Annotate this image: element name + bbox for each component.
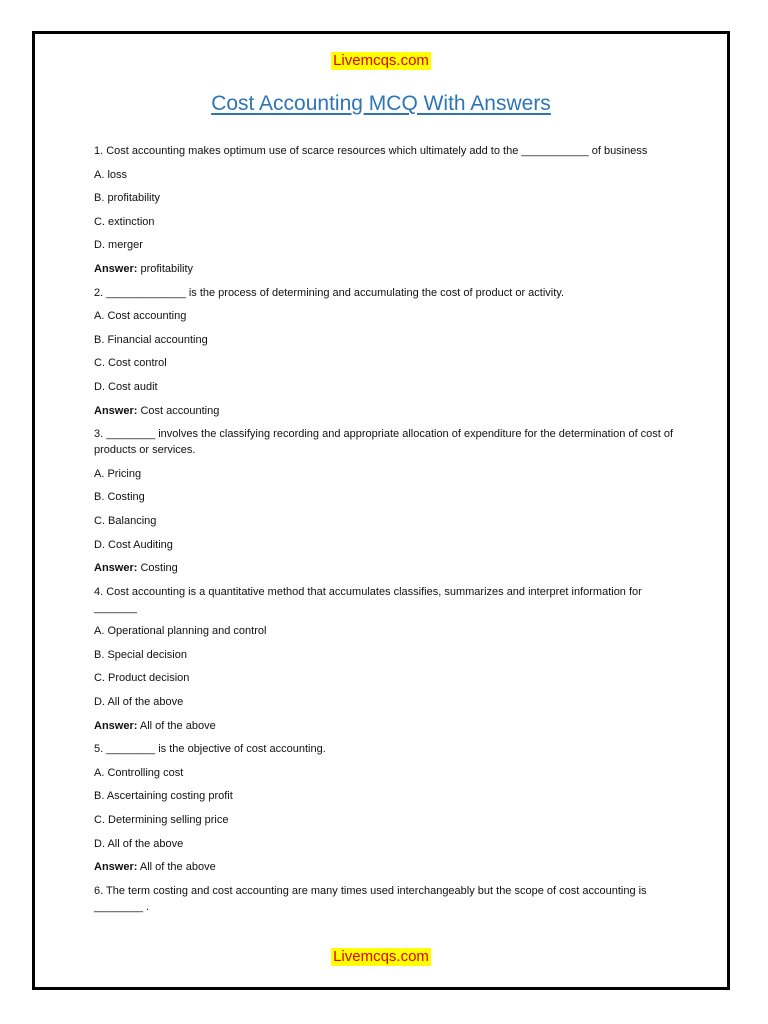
answer-option: C. Cost control: [94, 357, 167, 370]
answer-line: [94, 261, 684, 277]
answer-option: B. Financial accounting: [94, 333, 208, 346]
site-name-footer: Livemcqs.com: [333, 948, 429, 965]
answer-option: D. Cost Auditing: [94, 538, 173, 551]
answer-value: All of the above: [139, 719, 216, 732]
answer-line: [94, 718, 684, 734]
answer-option: A. Pricing: [94, 467, 142, 480]
question-text: 1. Cost accounting makes optimum use of scarce resources which ultimately add to the ___________ of business: [94, 145, 648, 157]
answer-option: B. Costing: [94, 491, 145, 504]
answer-value: Costing: [140, 562, 178, 575]
answer-option: B. Ascertaining costing profit: [94, 790, 233, 803]
question-text: 6. The term costing and cost accounting are many times used interchangeably but the scope of cost accounting is ________ .: [94, 884, 647, 913]
answer-option: C. Product decision: [94, 672, 190, 685]
answer-option: C. Balancing: [94, 514, 157, 527]
answer-label: Answer:: [94, 719, 138, 732]
answer-option: B. profitability: [94, 192, 161, 205]
site-name-header: Livemcqs.com: [333, 52, 429, 69]
document-page: [32, 31, 730, 990]
answer-option: D. All of the above: [94, 837, 184, 850]
answer-label: Answer:: [94, 262, 138, 275]
answer-line: [94, 560, 684, 576]
answer-option: D. merger: [94, 239, 143, 252]
answer-line: [94, 403, 684, 419]
question-text: 3. ________ involves the classifying recording and appropriate allocation of expenditure for the determination of cost of products or services.: [94, 428, 674, 457]
answer-option: A. loss: [94, 168, 128, 181]
answer-option: D. All of the above: [94, 696, 184, 709]
answer-value: Cost accounting: [140, 404, 220, 417]
answer-value: profitability: [140, 262, 194, 275]
question-text: 5. ________ is the objective of cost accounting.: [94, 743, 326, 756]
answer-option: A. Cost accounting: [94, 310, 187, 323]
answer-value: All of the above: [139, 861, 216, 874]
question-text: 2. _____________ is the process of determining and accumulating the cost of product or activity.: [94, 286, 565, 299]
answer-option: C. extinction: [94, 215, 155, 228]
answer-option: D. Cost audit: [94, 380, 158, 393]
answer-option: A. Operational planning and control: [94, 625, 267, 638]
answer-option: A. Controlling cost: [94, 766, 184, 779]
answer-label: Answer:: [94, 404, 138, 417]
question-text: 4. Cost accounting is a quantitative method that accumulates classifies, summarizes and interpret information for _______: [94, 585, 642, 614]
answer-option: B. Special decision: [94, 648, 187, 661]
answer-option: C. Determining selling price: [94, 814, 229, 827]
question-list: [94, 143, 684, 922]
page-title: Cost Accounting MCQ With Answers: [211, 92, 551, 115]
answer-label: Answer:: [94, 861, 138, 874]
answer-label: Answer:: [94, 562, 138, 575]
answer-line: [94, 859, 684, 875]
